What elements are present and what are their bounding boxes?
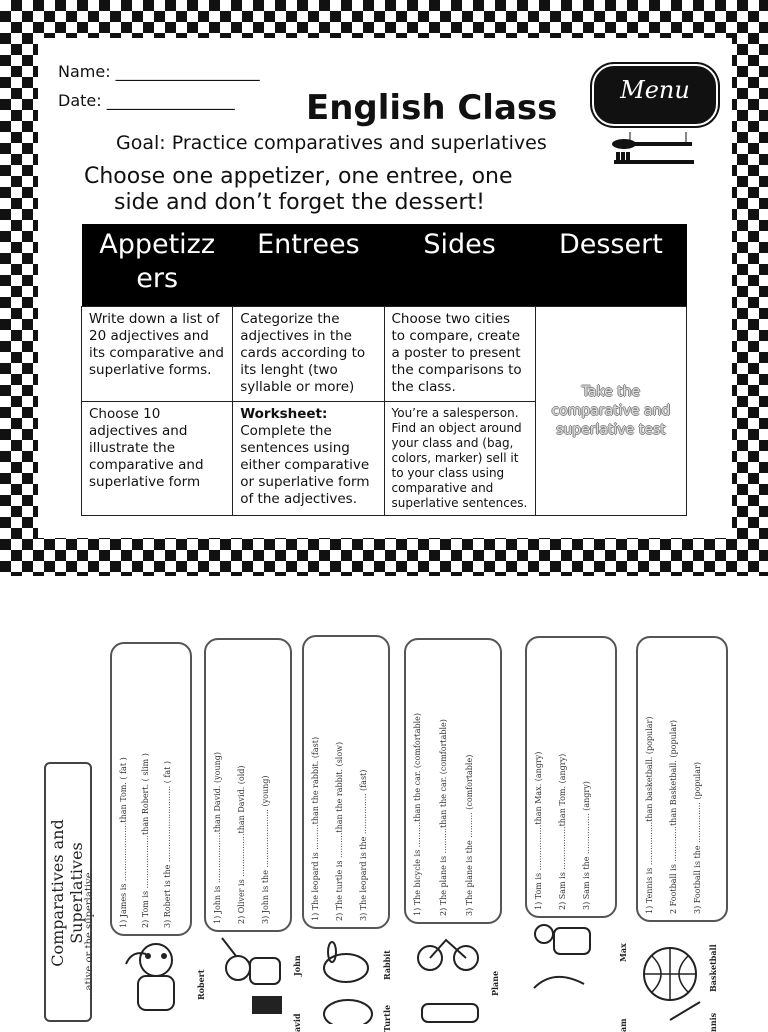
strip-1-line-3: 3) Robert is the .............................. ( fat ) [163,761,172,928]
strip-1-line-1: 1) James is .......................than Tom. ( fat ) [119,757,128,928]
cutlery-icon [608,132,728,172]
sentence-strip-5 [525,636,617,918]
dessert-activity: Take the comparative and superlative test [535,307,686,516]
strip-6-line-1: 1) Tennis is .................than basketball. (popular) [645,716,654,914]
column-header-appetizers: Appetizz ers [82,224,233,307]
instructions [84,164,604,216]
menu-sign-logo [592,64,718,126]
strip-3-line-2: 2) The turtle is ..........than the rabbit. (slow) [335,741,344,921]
strip-5-line-1: 1) Tom is ..................than Max. (angry) [534,751,543,910]
instruction-line-1: Choose one appetizer, one entree, one [84,164,513,189]
strip-3-line-3: 3) The leopard is the ................ (fast) [359,769,368,921]
picture-label-sam: am [618,1018,628,1032]
entree-activity-2 [233,402,384,516]
worksheet-label: Worksheet: [240,406,328,422]
date-field-label: Date: ________________ [58,91,235,110]
strip-2-line-1: 1) John is ....................than David. (young) [213,752,222,924]
picture-label-john: John [292,955,302,976]
name-field-label: Name: __________________ [58,62,260,81]
side-activity-2: You’re a salesperson. Find an object around your class and (bag, colors, marker) sell it to your class using comparative and superlative sentences. [384,402,535,516]
instruction-line-2: side and don’t forget the dessert! [114,190,485,215]
picture-label-max: Max [618,943,628,962]
strip-2-line-3: 3) John is the ....................... (young) [261,775,270,924]
column-header-dessert: Dessert [535,224,686,307]
activity-menu-table [81,224,687,516]
appetizer-activity-2: Choose 10 adjectives and illustrate the comparative and superlative form [82,402,233,516]
bicycle-car-illustration [410,926,490,1024]
strip-1-line-2: 2) Tom is .....................than Robert. ( slim ) [141,753,150,928]
menu-sign-text: Menu [620,76,690,104]
rabbit-turtle-illustration [312,934,382,1024]
strip-6-line-2: 2 Football is ..............than Basketball. (popular) [669,719,678,914]
strip-4-line-3: 3) The plane is the .......... (comfortable) [465,754,474,916]
boy-figures-illustration [112,934,198,1024]
boy-waving-illustration [210,928,296,1024]
strip-6-line-3: 3) Football is the ................ (popular) [693,762,702,914]
sentence-strip-6 [636,636,728,922]
strip-5-line-3: 3) Sam is the ................ (angry) [582,781,591,910]
sentence-strip-2 [204,638,292,932]
picture-label-robert: Robert [196,969,206,1000]
page-title: English Class [306,88,558,128]
basketball-tennis-illustration [640,942,720,1024]
picture-label-basketball: Basketball [708,944,718,992]
menu-card [38,38,732,538]
goal-text: Goal: Practice comparatives and superlatives [116,132,547,154]
appetizer-activity-1: Write down a list of 20 adjectives and its comparative and superlative forms. [82,307,233,402]
entree-activity-1: Categorize the adjectives in the cards according to its lenght (two syllable or more) [233,307,384,402]
strip-2-line-2: 2) Oliver is .................than David. (old) [237,765,246,924]
worksheet-title: Comparatives and Superlatives [48,819,86,967]
worksheet-instruction: ...ative or the superlative. [84,869,95,1000]
angry-men-illustration [514,918,606,1024]
strip-4-line-2: 2) The plane is ..........than the car. (comfortable) [439,719,448,916]
strip-5-line-2: 2) Sam is .................than Tom. (angry) [558,753,567,910]
picture-label-tennis: nnis [708,1012,718,1032]
strip-3-line-1: 1) The leopard is ..........than the rabbit. (fast) [311,736,320,921]
column-header-entrees: Entrees [233,224,384,307]
picture-label-david: avid [292,1013,302,1032]
column-header-sides: Sides [384,224,535,307]
strip-4-line-1: 1) The bicycle is ..........than the car. (comfortable) [413,712,422,916]
entree-activity-2-text: Complete the sentences using either comparative or superlative form of the adjectives. [240,423,370,507]
sentence-strip-3 [302,635,390,929]
picture-label-turtle: Turtle [382,1004,392,1032]
picture-label-rabbit: Rabbit [382,950,392,980]
sentence-strip-4 [404,638,502,924]
sentence-strip-1 [110,642,192,936]
picture-label-plane: Plane [490,970,500,996]
side-activity-1: Choose two cities to compare, create a poster to present the comparisons to the class. [384,307,535,402]
